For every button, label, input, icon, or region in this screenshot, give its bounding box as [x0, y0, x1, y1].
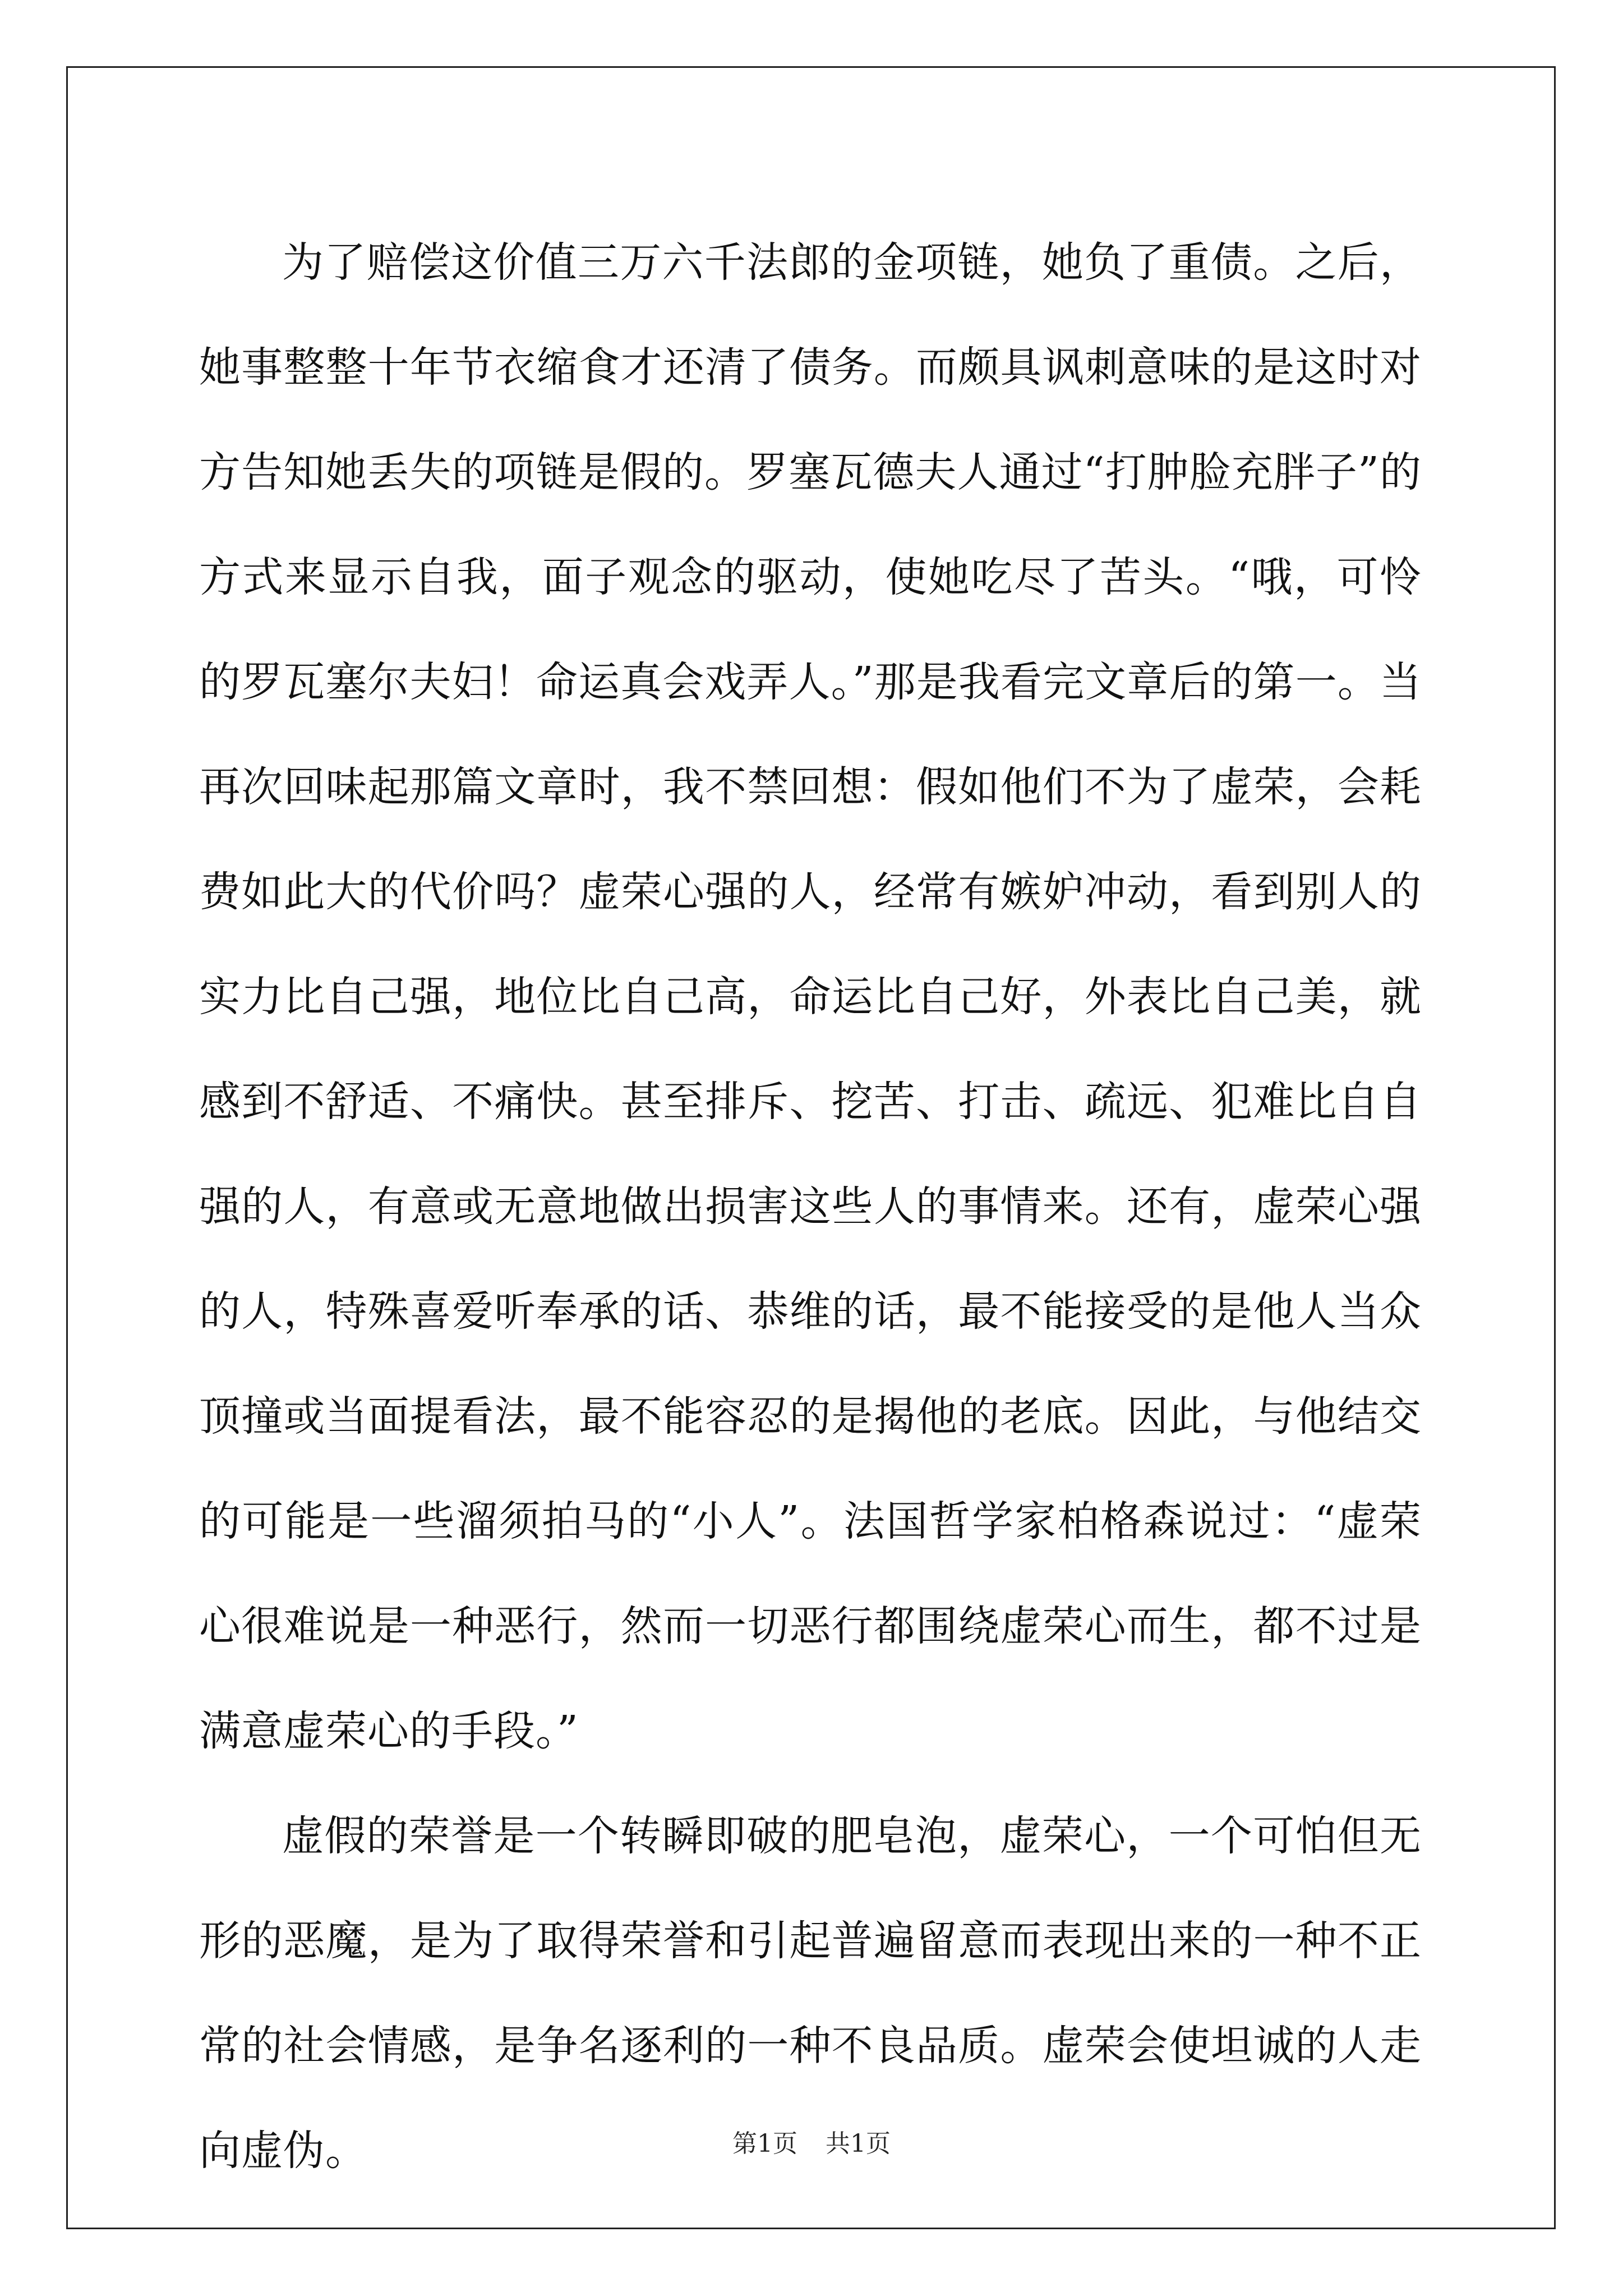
page-number-current: 第1页 [732, 2129, 797, 2158]
page-footer [0, 2123, 1623, 2159]
paragraph-1: 为了赔偿这价值三万六千法郎的金项链，她负了重债。之后，她事整整十年节衣缩食才还清了债务。而颇具讽刺意味的是这时对方告知她丢失的项链是假的。罗塞瓦德夫人通过“打肿脸充胖子”的方式来显示自我，面子观念的驱动，使她吃尽了苦头。“哦，可怜的罗瓦塞尔夫妇！命运真会戏弄人。”那是我看完文章后的第一。当再次回味起那篇文章时，我不禁回想：假如他们不为了虚荣，会耗费如此大的代价吗？虚荣心强的人，经常有嫉妒冲动，看到别人的实力比自己强，地位比自己高，命运比自己好，外表比自己美，就感到不舒适、不痛快。甚至排斥、挖苦、打击、疏远、犯难比自自强的人，有意或无意地做出损害这些人的事情来。还有，虚荣心强的人，特殊喜爱听奉承的话、恭维的话，最不能接受的是他人当众顶撞或当面提看法，最不能容忍的是揭他的老底。因此，与他结交的可能是一些溜须拍马的“小人”。法国哲学家柏格森说过：“虚荣心很难说是一种恶行，然而一切恶行都围绕虚荣心而生，都不过是满意虚荣心的手段。” [199, 238, 1422, 1755]
paragraph-2: 虚假的荣誉是一个转瞬即破的肥皂泡，虚荣心，一个可怕但无形的恶魔，是为了取得荣誉和引起普遍留意而表现出来的一种不正常的社会情感，是争名逐利的一种不良品质。虚荣会使坦诚的人走向虚伪。 [199, 1812, 1422, 2175]
document-body [199, 210, 1422, 2203]
page-number-total: 共1页 [826, 2129, 891, 2158]
